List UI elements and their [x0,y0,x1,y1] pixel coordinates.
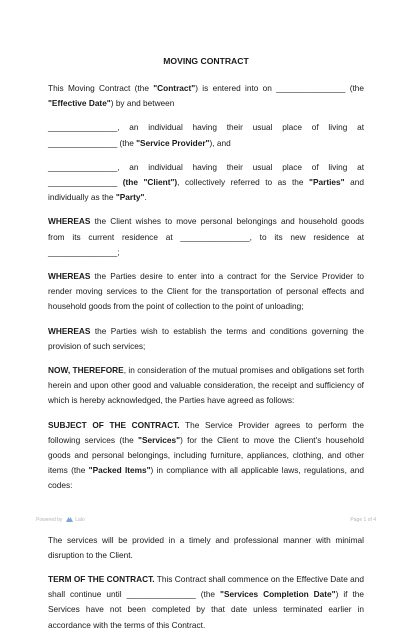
paragraph-now-therefore: NOW, THEREFORE, in consideration of the mutual promises and obligations set forth herein and upon other good and valuable consideration, the receipt and sufficiency of which is hereby acknowledged, the Parties have agreed as follows: [48,365,364,406]
document-body [48,81,364,642]
paragraph-whereas-1: WHEREAS the Client wishes to move personal belongings and household goods from its current residence at _______________, to its new residence at _______________; [48,216,364,257]
paragraph-services-manner: The services will be provided in a timely and professional manner with minimal disruption to the Client. [48,534,364,560]
page-number: Page 1 of 4 [350,517,376,523]
paragraph-subject: SUBJECT OF THE CONTRACT. The Service Provider agrees to perform the following services (the "Services") for the Client to move the Client's household goods and personal belongings, including furniture, appliances, clothing, and other items (the "Packed Items") in compliance with all applicable laws, regulations, and codes: [48,419,364,491]
paragraph-client: _______________, an individual having their usual place of living at _______________ (the "Client"), collectively referred to as the "Parties" and individually as the "Party". [48,161,364,203]
paragraph-term: TERM OF THE CONTRACT. This Contract shall commence on the Effective Date and shall continue until _______________ (the "Services Completion Date") if the Services have not been completed by that date unless terminated earlier in accordance with the terms of this Contract. [48,574,364,630]
document-title: MOVING CONTRACT [163,56,249,66]
paragraph-whereas-2: WHEREAS the Parties desire to enter into a contract for the Service Provider to render moving services to the Client for the transportation of personal effects and household goods from the point of collection to the point of unloading; [48,271,364,312]
brand-name: Lalo [75,517,85,523]
lalo-logo-icon [66,517,73,522]
paragraph-service-provider: _______________, an individual having their usual place of living at _______________ (the "Service Provider"), and [48,122,364,148]
powered-by: Powered by Lalo [36,517,85,523]
paragraph-parties-intro: This Moving Contract (the "Contract") is entered into on _______________ (the "Effective Date") by and between [48,83,365,109]
paragraph-whereas-3: WHEREAS the Parties wish to establish the terms and conditions governing the provision of such services; [48,325,364,351]
